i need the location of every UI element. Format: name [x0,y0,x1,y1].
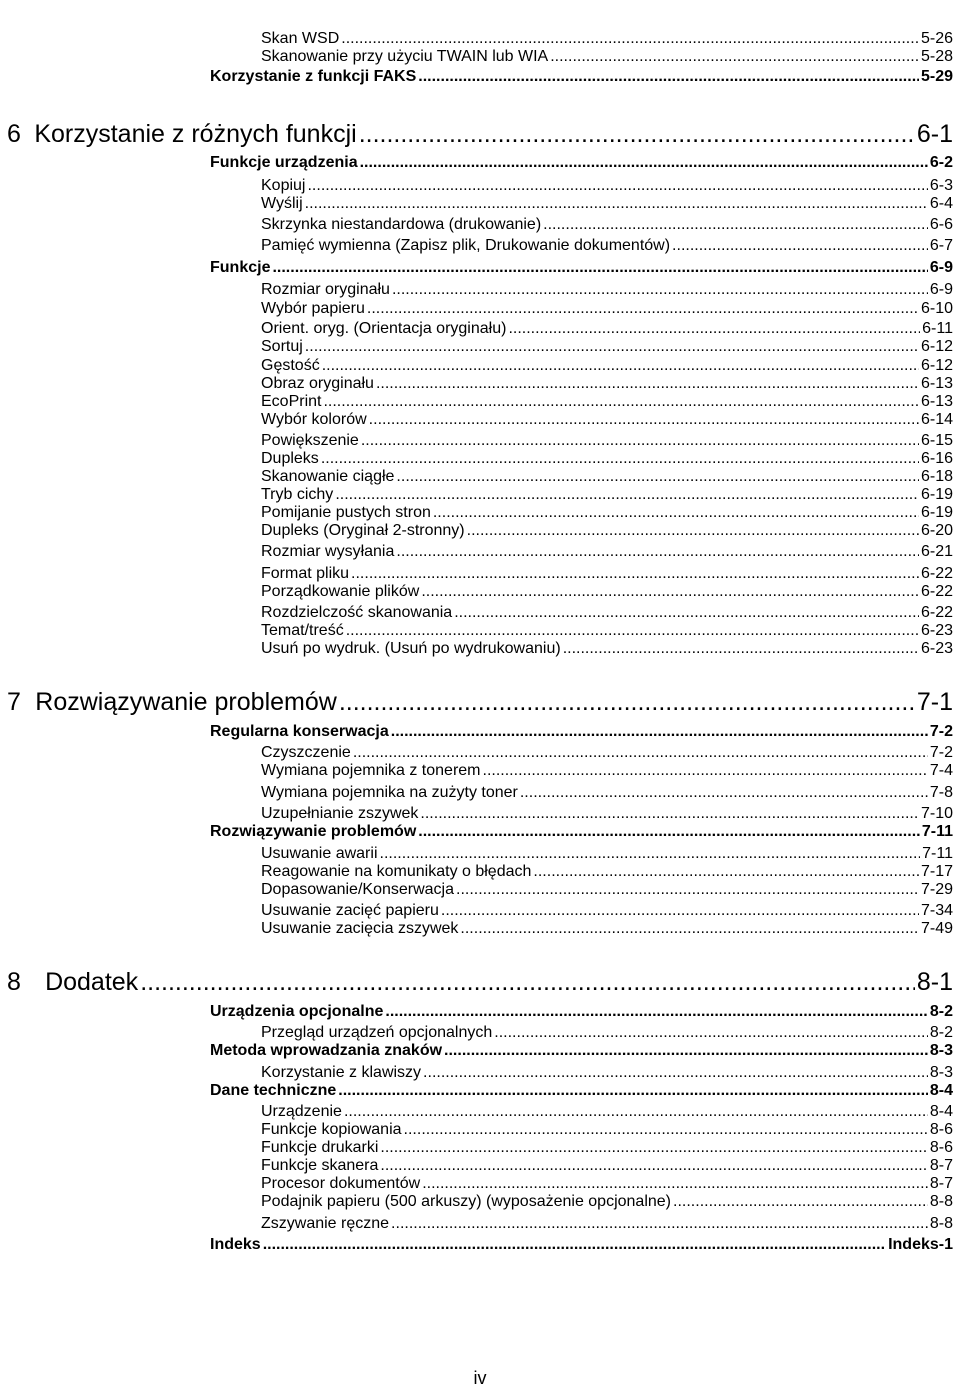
toc-subsection[interactable] [261,622,953,640]
entry-title: Pamięć wymienna (Zapisz plik, Drukowanie dokumentów) [261,237,671,254]
dot-leader [322,357,919,375]
entry-page-number: 6-13 [920,375,953,392]
dot-leader [380,1157,927,1175]
entry-page-number: 7-1 [916,688,953,716]
entry-page-number: 6-9 [929,259,953,276]
dot-leader [396,543,919,561]
entry-title: Podajnik papieru (500 arkuszy) (wyposażenie opcjonalne) [261,1193,672,1210]
toc-subsection[interactable] [261,881,953,899]
toc-subsection[interactable] [261,450,953,468]
dot-leader [494,1024,928,1042]
entry-page-number: 7-29 [920,881,953,898]
dot-leader [422,1175,928,1193]
entry-page-number: 6-7 [929,237,953,254]
toc-subsection[interactable] [261,177,953,195]
dot-leader [353,744,928,762]
dot-leader [563,640,919,658]
entry-title: Format pliku [261,565,350,582]
toc-subsection[interactable] [261,48,953,66]
chapter-number: 8 [7,968,21,996]
entry-title: Regularna konserwacja [210,723,389,740]
toc-subsection[interactable] [261,411,953,429]
entry-title: Porządkowanie plików [261,583,420,600]
entry-title: Rozmiar oryginału [261,281,390,298]
toc-subsection[interactable] [261,1175,953,1193]
entry-page-number: 6-13 [920,393,953,410]
entry-title: Usuń po wydruk. (Usuń po wydrukowaniu) [261,640,561,657]
entry-title: Kopiuj [261,177,306,194]
toc-subsection[interactable] [261,357,953,375]
dot-leader [385,1003,928,1021]
dot-leader [369,411,919,429]
toc-subsection[interactable] [261,1139,953,1157]
dot-leader [418,823,920,841]
entry-title: Gęstość [261,357,320,374]
entry-title: Funkcje skanera [261,1157,379,1174]
entry-title: Czyszczenie [261,744,351,761]
dot-leader [380,845,921,863]
entry-page-number: 6-23 [920,622,953,639]
entry-title: Funkcje drukarki [261,1139,379,1156]
dot-leader [376,375,919,393]
entry-title: Orient. oryg. (Orientacja oryginału) [261,320,507,337]
entry-title: Funkcje kopiowania [261,1121,402,1138]
toc-section[interactable] [210,1003,953,1021]
dot-leader [396,468,919,486]
toc-section[interactable] [210,1236,953,1254]
toc-subsection[interactable] [261,1215,953,1233]
toc-subsection[interactable] [261,543,953,561]
entry-page-number: 8-6 [929,1139,953,1156]
entry-title: Sortuj [261,338,303,355]
dot-leader [338,1082,928,1100]
entry-title: EcoPrint [261,393,322,410]
entry-title: Indeks [210,1236,261,1253]
dot-leader [550,48,919,66]
entry-title: Funkcje urządzenia [210,154,358,171]
entry-title: Urządzenie [261,1103,342,1120]
toc-subsection[interactable] [261,583,953,601]
entry-page-number: 7-11 [922,845,953,862]
page-number: iv [473,1368,487,1388]
entry-page-number: 8-4 [929,1103,953,1120]
dot-leader [367,300,919,318]
entry-title: Skanowanie ciągłe [261,468,395,485]
entry-page-number: 6-22 [920,604,953,621]
entry-page-number: 8-4 [929,1082,953,1099]
dot-leader [361,432,919,450]
entry-title: Korzystanie z klawiszy [261,1064,422,1081]
entry-page-number: 8-1 [916,968,953,996]
toc-subsection[interactable] [261,393,953,411]
dot-leader [391,1215,928,1233]
entry-title: Korzystanie z funkcji FAKS [210,68,417,85]
toc-subsection[interactable] [261,805,953,823]
entry-title: Wybór kolorów [261,411,367,428]
entry-page-number: 6-16 [920,450,953,467]
toc-subsection[interactable] [261,522,953,540]
dot-leader [360,154,928,172]
entry-page-number: 6-6 [929,216,953,233]
toc-subsection[interactable] [261,320,953,338]
entry-title: Rozmiar wysyłania [261,543,395,560]
toc-chapter[interactable] [7,120,953,149]
dot-leader [520,784,928,802]
entry-page-number: 8-3 [929,1042,953,1059]
dot-leader [272,259,927,277]
entry-title: Rozdzielczość skanowania [261,604,453,621]
entry-page-number: 6-2 [929,154,953,171]
entry-title: Usuwanie zacięcia zszywek [261,920,459,937]
entry-page-number: 7-49 [920,920,953,937]
toc-subsection[interactable] [261,1064,953,1082]
entry-page-number: 6-3 [929,177,953,194]
entry-page-number: 7-2 [929,723,953,740]
toc-subsection[interactable] [261,902,953,920]
dot-leader [456,881,919,899]
dot-leader [423,1064,928,1082]
entry-title: Funkcje [210,259,271,276]
entry-page-number: 8-2 [929,1024,953,1041]
entry-page-number: 8-3 [929,1064,953,1081]
dot-leader [335,486,919,504]
entry-title: Reagowanie na komunikaty o błędach [261,863,532,880]
entry-page-number: 7-17 [920,863,953,880]
toc-subsection[interactable] [261,375,953,393]
entry-page-number: 5-29 [920,68,953,85]
toc-subsection[interactable] [261,281,953,299]
entry-page-number: 5-28 [920,48,953,65]
toc-subsection[interactable] [261,195,953,213]
dot-leader [391,723,928,741]
entry-title: Usuwanie awarii [261,845,378,862]
toc-section[interactable] [210,68,953,86]
entry-title: Wybór papieru [261,300,365,317]
toc-subsection[interactable] [261,565,953,583]
dot-leader [467,522,919,540]
entry-title: Dane techniczne [210,1082,337,1099]
toc-subsection[interactable] [261,1024,953,1042]
entry-page-number: 6-15 [920,432,953,449]
entry-title: Wyślij [261,195,303,212]
entry-title: Wymiana pojemnika na zużyty toner [261,784,518,801]
toc-subsection[interactable] [261,30,953,48]
entry-title: Zszywanie ręczne [261,1215,390,1232]
entry-page-number: 6-4 [929,195,953,212]
dot-leader [323,393,919,411]
entry-page-number: 6-18 [920,468,953,485]
entry-page-number: 6-11 [922,320,953,337]
dot-leader [140,968,915,997]
entry-page-number: 6-19 [920,486,953,503]
entry-title: Dupleks (Oryginał 2-stronny) [261,522,465,539]
entry-page-number: 7-8 [929,784,953,801]
entry-title: Procesor dokumentów [261,1175,421,1192]
toc-subsection[interactable] [261,468,953,486]
dot-leader [433,504,919,522]
entry-page-number: 8-2 [929,1003,953,1020]
entry-page-number: 5-26 [920,30,953,47]
dot-leader [444,1042,928,1060]
dot-leader [454,604,919,622]
toc-subsection[interactable] [261,640,953,658]
entry-page-number: 8-8 [929,1215,953,1232]
entry-page-number: 6-21 [920,543,953,560]
dot-leader [380,1139,928,1157]
entry-page-number: 6-19 [920,504,953,521]
toc-subsection[interactable] [261,216,953,234]
entry-title: Uzupełnianie zszywek [261,805,419,822]
toc-chapter[interactable] [7,968,953,997]
dot-leader [351,565,919,583]
entry-title: Dupleks [261,450,319,467]
entry-page-number: 8-6 [929,1121,953,1138]
toc-section[interactable] [210,154,953,172]
toc-subsection[interactable] [261,762,953,780]
dot-leader [673,1193,928,1211]
chapter-number: 6 [7,120,21,148]
entry-title: Skanowanie przy użyciu TWAIN lub WIA [261,48,549,65]
toc-subsection[interactable] [261,237,953,255]
entry-page-number: 6-23 [920,640,953,657]
dot-leader [420,805,919,823]
dot-leader [543,216,928,234]
entry-page-number: 6-12 [920,338,953,355]
entry-title: Tryb cichy [261,486,334,503]
entry-page-number: 8-7 [929,1157,953,1174]
toc-subsection[interactable] [261,432,953,450]
entry-title: Pomijanie pustych stron [261,504,431,521]
dot-leader [341,30,919,48]
toc-section[interactable] [210,259,953,277]
toc-subsection[interactable] [261,863,953,881]
dot-leader [321,450,919,468]
toc-subsection[interactable] [261,504,953,522]
entry-page-number: 7-11 [921,823,953,840]
toc-subsection[interactable] [261,1157,953,1175]
toc-subsection[interactable] [261,784,953,802]
chapter-number: 7 [7,688,21,716]
entry-title: Powiększenie [261,432,359,449]
dot-leader [421,583,919,601]
entry-page-number: 6-22 [920,565,953,582]
entry-title: Rozwiązywanie problemów [210,823,417,840]
toc-chapter[interactable] [7,688,953,717]
toc-subsection[interactable] [261,338,953,356]
dot-leader [460,920,919,938]
dot-leader [672,237,928,255]
entry-page-number: 6-1 [916,120,953,148]
dot-leader [305,195,928,213]
entry-page-number: 6-12 [920,357,953,374]
toc-subsection[interactable] [261,300,953,318]
toc-section[interactable] [210,823,953,841]
toc-section[interactable] [210,723,953,741]
entry-title: Dodatek [45,968,139,996]
dot-leader [305,338,919,356]
dot-leader [346,622,919,640]
toc-subsection[interactable] [261,604,953,622]
entry-page-number: Indeks-1 [888,1236,953,1253]
entry-page-number: 8-8 [929,1193,953,1210]
entry-page-number: 6-9 [929,281,953,298]
dot-leader [307,177,927,195]
dot-leader [418,68,919,86]
toc-subsection[interactable] [261,1121,953,1139]
toc-subsection[interactable] [261,744,953,762]
entry-title: Korzystanie z różnych funkcji [34,120,357,148]
entry-title: Przegląd urządzeń opcjonalnych [261,1024,493,1041]
dot-leader [392,281,928,299]
entry-title: Urządzenia opcjonalne [210,1003,384,1020]
dot-leader [344,1103,928,1121]
entry-title: Skan WSD [261,30,340,47]
entry-title: Temat/treść [261,622,344,639]
entry-title: Obraz oryginału [261,375,374,392]
entry-page-number: 7-2 [929,744,953,761]
toc-subsection[interactable] [261,845,953,863]
toc-section[interactable] [210,1042,953,1060]
entry-title: Wymiana pojemnika z tonerem [261,762,481,779]
dot-leader [508,320,920,338]
dot-leader [533,863,919,881]
dot-leader [339,688,915,717]
entry-page-number: 6-20 [920,522,953,539]
entry-page-number: 6-14 [920,411,953,428]
entry-title: Dopasowanie/Konserwacja [261,881,454,898]
entry-page-number: 6-10 [920,300,953,317]
toc-subsection[interactable] [261,486,953,504]
dot-leader [404,1121,928,1139]
entry-page-number: 7-10 [920,805,953,822]
toc-subsection[interactable] [261,920,953,938]
dot-leader [483,762,928,780]
toc-subsection[interactable] [261,1193,953,1211]
entry-title: Usuwanie zacięć papieru [261,902,439,919]
dot-leader [263,1236,886,1254]
entry-title: Rozwiązywanie problemów [35,688,337,716]
dot-leader [441,902,919,920]
toc-section[interactable] [210,1082,953,1100]
dot-leader [359,120,915,149]
entry-page-number: 8-7 [929,1175,953,1192]
entry-page-number: 6-22 [920,583,953,600]
entry-page-number: 7-34 [920,902,953,919]
entry-title: Skrzynka niestandardowa (drukowanie) [261,216,542,233]
entry-title: Metoda wprowadzania znaków [210,1042,443,1059]
entry-page-number: 7-4 [929,762,953,779]
toc-subsection[interactable] [261,1103,953,1121]
